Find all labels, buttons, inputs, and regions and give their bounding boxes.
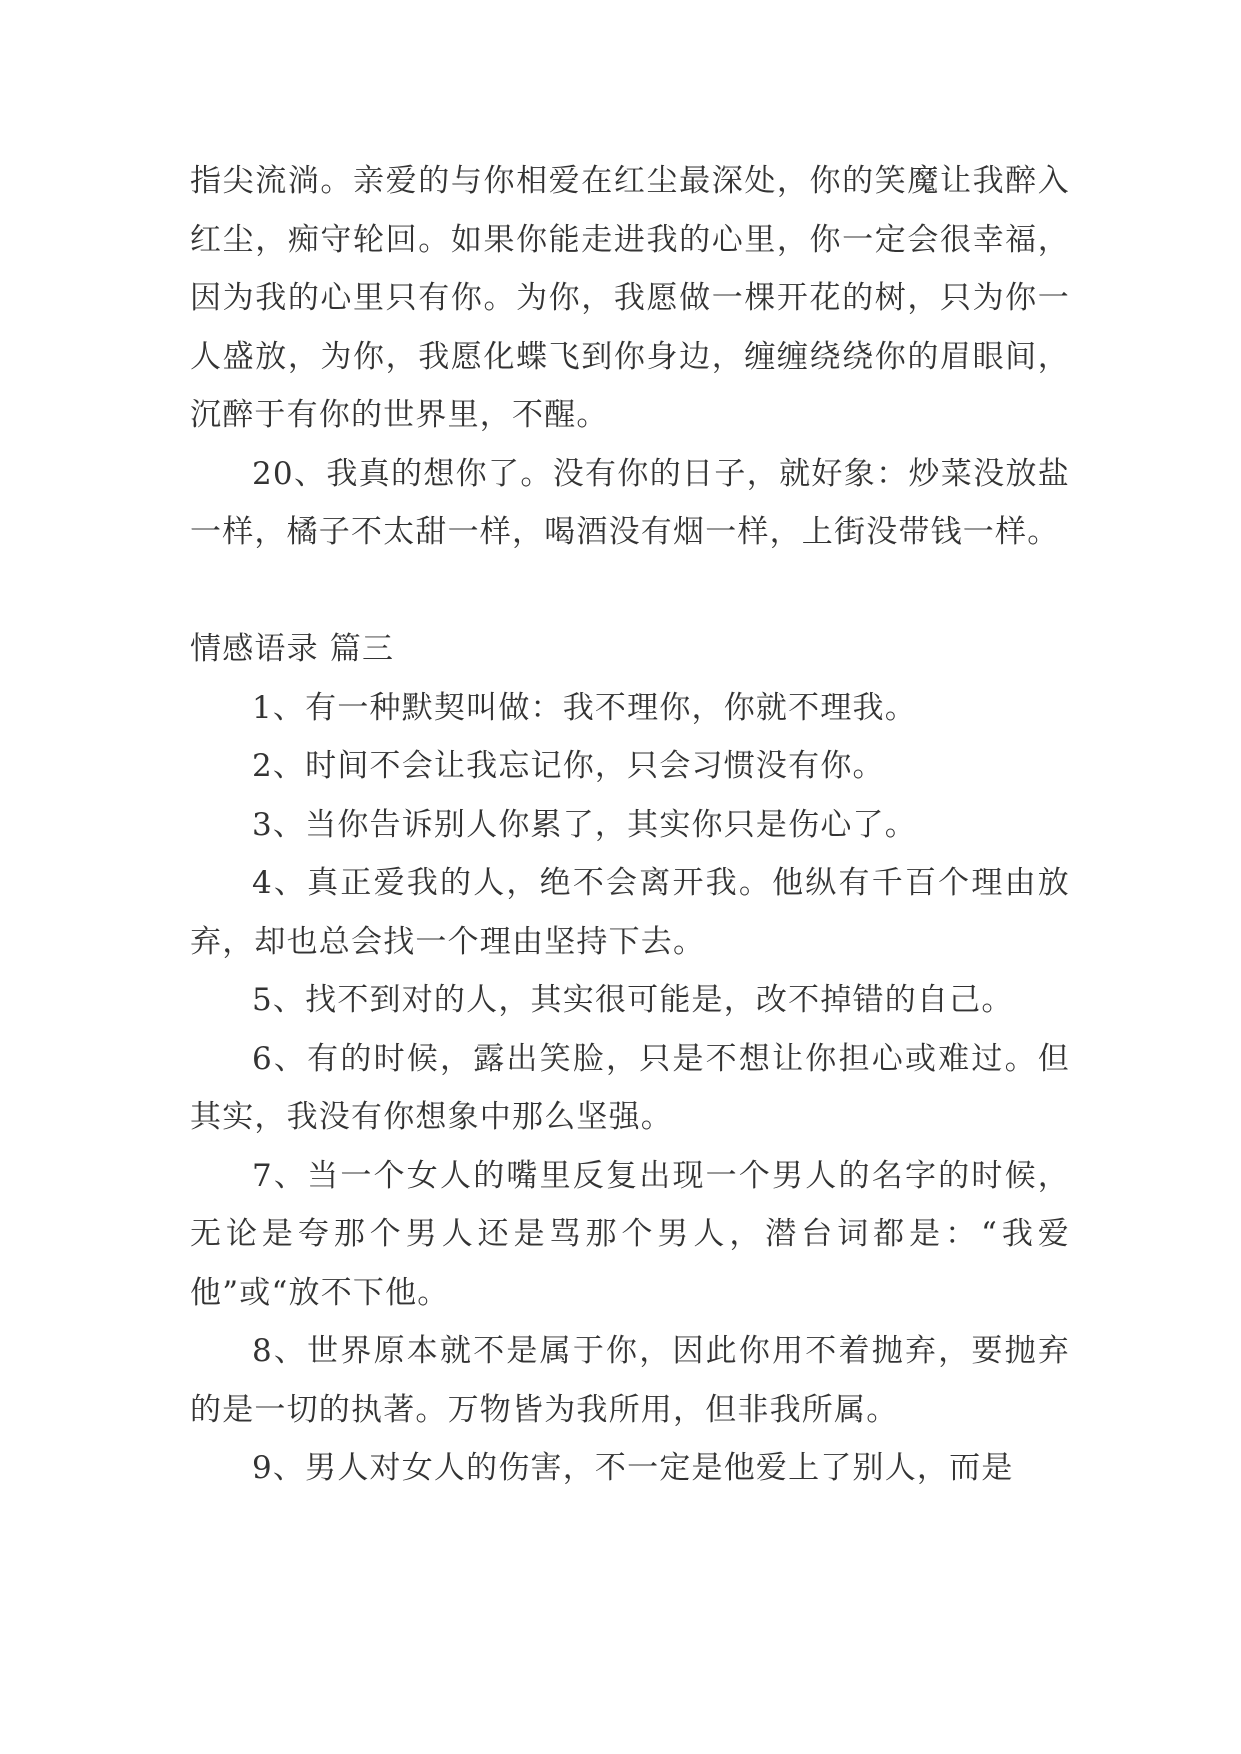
- paragraph-item-2: 2、时间不会让我忘记你，只会习惯没有你。: [252, 748, 885, 784]
- paragraph-item-9: 9、男人对女人的伤害，不一定是他爱上了别人，而是: [252, 1450, 1014, 1486]
- paragraph-item-7: 7、当一个女人的嘴里反复出现一个男人的名字的时候，无论是夸那个男人还是骂那个男人，潜台词都是：“我爱他”或“放不下他。: [190, 1157, 1070, 1311]
- paragraph-item-5: 5、找不到对的人，其实很可能是，改不掉错的自己。: [252, 982, 1014, 1018]
- paragraph-item-1: 1、有一种默契叫做：我不理你，你就不理我。: [252, 689, 917, 726]
- document-body: [190, 152, 1070, 1498]
- paragraph-item-3: 3、当你告诉别人你累了，其实你只是伤心了。: [252, 806, 917, 843]
- paragraph-continuation: 指尖流淌。亲爱的与你相爱在红尘最深处，你的笑魔让我醉入红尘，痴守轮回。如果你能走进我的心里，你一定会很幸福，因为我的心里只有你。为你，我愿做一棵开花的树，只为你一人盛放，为你，我愿化蝶飞到你身边，缠缠绕绕你的眉眼间，沉醉于有你的世界里，不醒。: [190, 163, 1070, 433]
- section-heading: 情感语录 篇三: [190, 631, 395, 667]
- section-spacer: [190, 562, 1070, 621]
- paragraph-item-6: 6、有的时候，露出笑脸，只是不想让你担心或难过。但其实，我没有你想象中那么坚强。: [190, 1040, 1070, 1135]
- paragraph-item-8: 8、世界原本就不是属于你，因此你用不着抛弃，要抛弃的是一切的执著。万物皆为我所用，但非我所属。: [190, 1333, 1070, 1428]
- paragraph-item-4: 4、真正爱我的人，绝不会离开我。他纵有千百个理由放弃，却也总会找一个理由坚持下去。: [190, 865, 1070, 960]
- paragraph-item-20: 20、我真的想你了。没有你的日子，就好象：炒菜没放盐一样，橘子不太甜一样，喝酒没有烟一样，上街没带钱一样。: [190, 455, 1070, 550]
